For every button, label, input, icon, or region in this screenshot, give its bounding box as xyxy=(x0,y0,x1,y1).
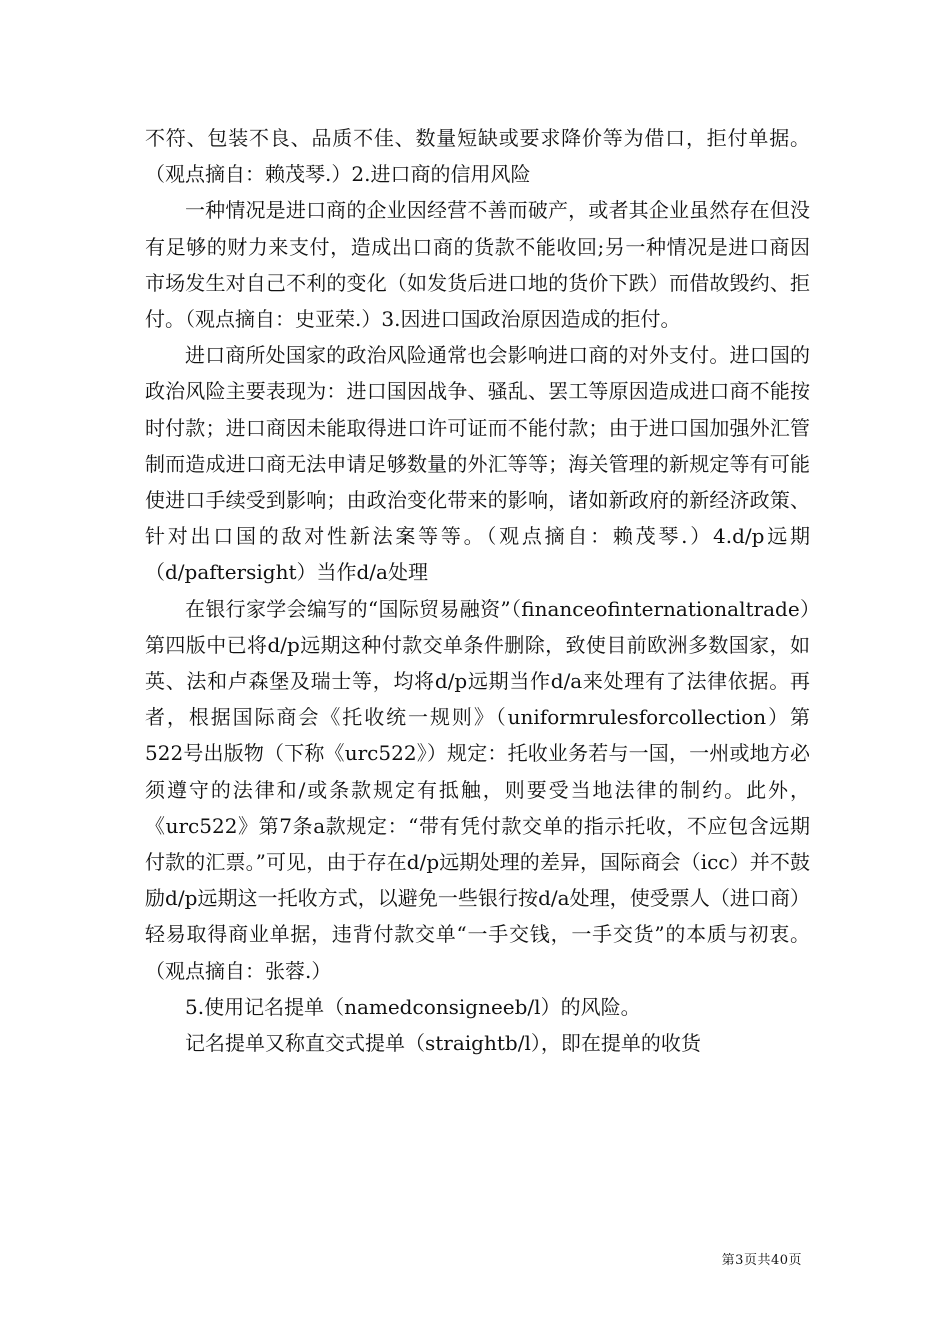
paragraph-6: 记名提单又称直交式提单（straightb/l），即在提单的收货 xyxy=(185,1031,701,1056)
paragraph-3: 进口商所处国家的政治风险通常也会影响进口商的对外支付。进口国的政治风险主要表现为：进口国因战争、骚乱、罢工等原因造成进口商不能按时付款；进口商因未能取得进口许可证而不能付款；由于进口国加强外汇管制而造成进口商无法申请足够数量的外汇等等；海关管理的新规定等有可能使进口手续受到影响；由政治变化带来的影响，诸如新政府的新经济政策、针对出口国的敌对性新法案等等。（观点摘自：赖茂琴.）4.d/p远期（d/paftersight）当作d/a处理 xyxy=(145,343,810,585)
paragraph-5: 5.使用记名提单（namedconsigneeb/l）的风险。 xyxy=(185,994,641,1019)
page-number: 第3页共40页 xyxy=(721,1253,802,1268)
paragraph-1: 不符、包装不良、品质不佳、数量短缺或要求降价等为借口，拒付单据。（观点摘自：赖茂琴.）2.进口商的信用风险 xyxy=(145,126,810,187)
paragraph-2: 一种情况是进口商的企业因经营不善而破产，或者其企业虽然存在但没有足够的财力来支付，造成出口商的货款不能收回;另一种情况是进口商因市场发生对自己不利的变化（如发货后进口地的货价下跌）而借故毁约、拒付。（观点摘自：史亚荣.）3.因进口国政治原因造成的拒付。 xyxy=(145,198,810,332)
paragraph-4: 在银行家学会编写的“国际贸易融资”（financeofinternationaltrade）第四版中已将d/p远期这种付款交单条件删除，致使目前欧洲多数国家，如英、法和卢森堡及瑞士等，均将d/p远期当作d/a来处理有了法律依据。再者，根据国际商会《托收统一规则》（uniformrulesforcollection）第522号出版物（下称《urc522》）规定：托收业务若与一国，一州或地方必须遵守的法律和/或条款规定有抵触，则要受当地法律的制约。此外，《urc522》第7条a款规定：“带有凭付款交单的指示托收，不应包含远期付款的汇票。”可见，由于存在d/p远期处理的差异，国际商会（icc）并不鼓励d/p远期这一托收方式，以避免一些银行按d/a处理，使受票人（进口商）轻易取得商业单据，违背付款交单“一手交钱，一手交货”的本质与初衷。（观点摘自：张蓉.） xyxy=(145,596,810,983)
document-body xyxy=(145,120,810,1061)
